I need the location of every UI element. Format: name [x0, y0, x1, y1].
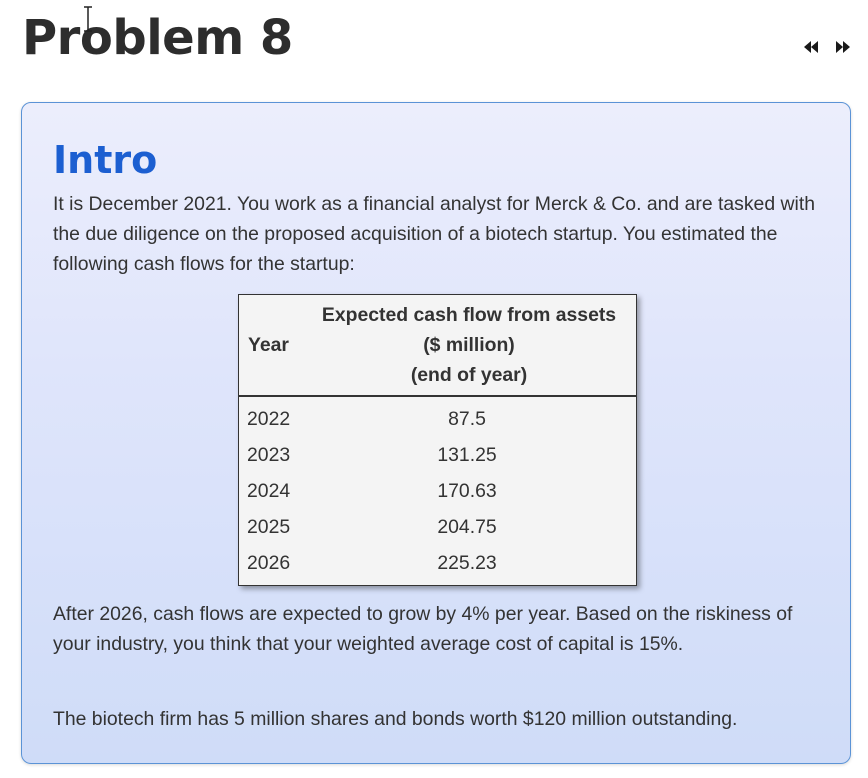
year-cell: 2025	[247, 515, 291, 538]
cash-flow-cell: 170.63	[437, 479, 497, 502]
header-cash-flow-line1: Expected cash flow from assets	[321, 304, 617, 326]
double-chevron-right-icon	[834, 40, 852, 54]
intro-paragraph-3: The biotech firm has 5 million shares and bonds worth $120 million outstanding.	[53, 708, 738, 730]
year-cell: 2022	[247, 407, 291, 430]
double-chevron-left-icon	[802, 40, 820, 54]
page-title: Problem 8	[22, 10, 293, 66]
header-cash-flow-line3: (end of year)	[410, 364, 528, 386]
table-header-row	[239, 295, 636, 396]
year-cell: 2026	[247, 551, 291, 574]
header-cash-flow-line2: ($ million)	[423, 334, 515, 356]
cash-flow-cell: 87.5	[448, 407, 486, 430]
cash-flow-table	[238, 294, 637, 586]
intro-card	[21, 102, 851, 764]
table-row	[239, 437, 636, 473]
table-row	[239, 545, 636, 585]
table-row	[239, 396, 636, 437]
problem-navigation	[800, 38, 854, 56]
intro-paragraph-2: After 2026, cash flows are expected to grow by 4% per year. Based on the riskiness of your industry, you think that your weighted average cost of capital is 15%.	[53, 603, 793, 655]
header-year: Year	[248, 333, 289, 356]
intro-paragraph-1: It is December 2021. You work as a financial analyst for Merck & Co. and are tasked with the due diligence on the proposed acquisition of a biotech startup. You estimated the following cash flows for the startup:	[53, 193, 815, 275]
cash-flow-cell: 204.75	[437, 515, 497, 538]
table-row	[239, 473, 636, 509]
year-cell: 2024	[247, 479, 291, 502]
intro-heading: Intro	[53, 138, 158, 182]
header-cash-flow	[308, 295, 636, 396]
cash-flow-cell: 225.23	[437, 551, 497, 574]
text-cursor-icon	[82, 6, 94, 32]
cash-flow-cell: 131.25	[437, 443, 497, 466]
previous-problem-button[interactable]	[800, 38, 822, 56]
table-row	[239, 509, 636, 545]
next-problem-button[interactable]	[832, 38, 854, 56]
year-cell: 2023	[247, 443, 291, 466]
